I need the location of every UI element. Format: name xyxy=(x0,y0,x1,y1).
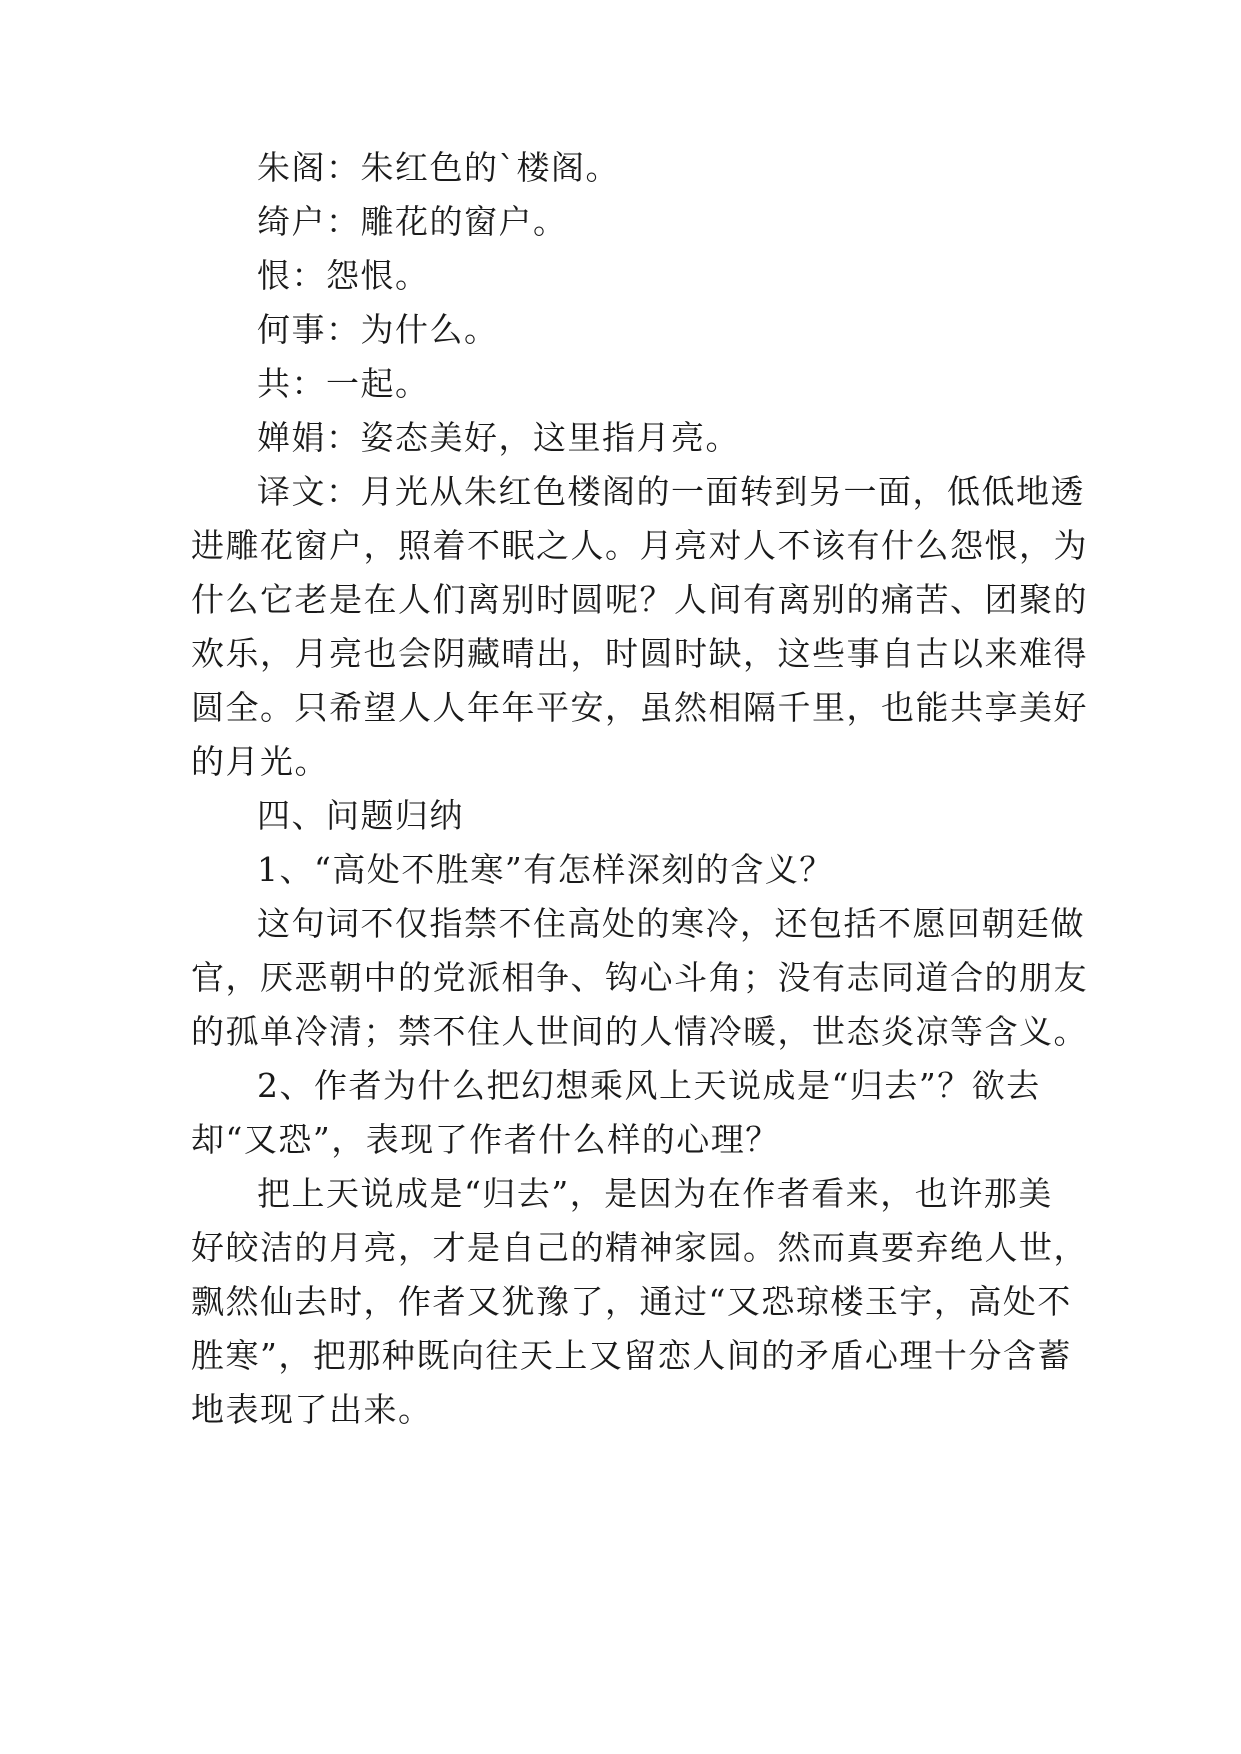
gloss-gong: 共：一起。 xyxy=(257,364,430,403)
answer-1-line-1: 这句词不仅指禁不住高处的寒冷，还包括不愿回朝廷做 xyxy=(257,904,1085,943)
question-2-line-2: 却“又恐”，表现了作者什么样的心理？ xyxy=(191,1120,780,1159)
question-2-line-1: 2、作者为什么把幻想乘风上天说成是“归去”？欲去 xyxy=(257,1066,1041,1105)
answer-2-line-2: 好皎洁的月亮，才是自己的精神家园。然而真要弃绝人世， xyxy=(191,1228,1088,1267)
gloss-chanjuan: 婵娟：姿态美好，这里指月亮。 xyxy=(257,418,740,457)
translation-line-3: 什么它老是在人们离别时圆呢？人间有离别的痛苦、团聚的 xyxy=(191,580,1088,619)
answer-2-line-4: 胜寒”，把那种既向往天上又留恋人间的矛盾心理十分含蓄 xyxy=(191,1336,1072,1375)
translation-line-1: 译文：月光从朱红色楼阁的一面转到另一面，低低地透 xyxy=(257,472,1085,511)
translation-line-5: 圆全。只希望人人年年平安，虽然相隔千里，也能共享美好 xyxy=(191,688,1088,727)
translation-line-4: 欢乐，月亮也会阴藏晴出，时圆时缺，这些事自古以来难得 xyxy=(191,634,1088,673)
answer-2-line-5: 地表现了出来。 xyxy=(191,1390,433,1429)
question-1: 1、“高处不胜寒”有怎样深刻的含义？ xyxy=(257,850,834,889)
gloss-heshi: 何事：为什么。 xyxy=(257,310,499,349)
answer-2-line-1: 把上天说成是“归去”，是因为在作者看来，也许那美 xyxy=(257,1174,1053,1213)
translation-line-2: 进雕花窗户，照着不眠之人。月亮对人不该有什么怨恨，为 xyxy=(191,526,1088,565)
gloss-zhuge: 朱阁：朱红色的`楼阁。 xyxy=(257,148,620,187)
answer-2-line-3: 飘然仙去时，作者又犹豫了，通过“又恐琼楼玉宇，高处不 xyxy=(191,1282,1072,1321)
answer-1-line-3: 的孤单冷清；禁不住人世间的人情冷暖，世态炎凉等含义。 xyxy=(191,1012,1088,1051)
answer-1-line-2: 官，厌恶朝中的党派相争、钩心斗角；没有志同道合的朋友 xyxy=(191,958,1088,997)
gloss-hen: 恨：怨恨。 xyxy=(257,256,430,295)
gloss-qihu: 绮户：雕花的窗户。 xyxy=(257,202,568,241)
translation-line-6: 的月光。 xyxy=(191,742,329,781)
section-heading: 四、问题归纳 xyxy=(257,796,464,835)
